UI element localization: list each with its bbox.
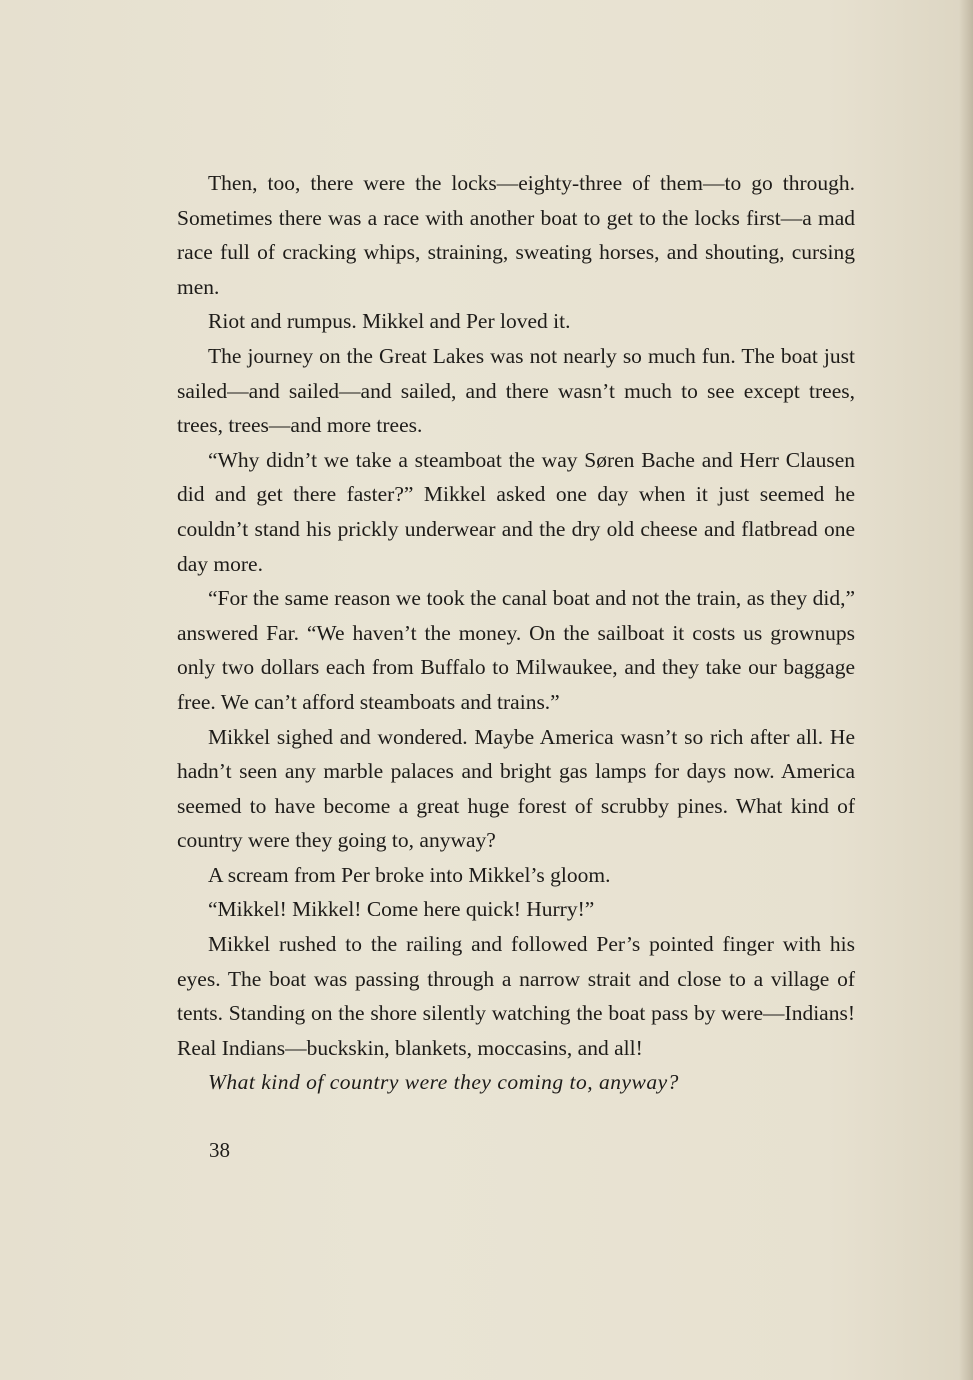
paragraph-great-lakes: The journey on the Great Lakes was not nearly so much fun. The boat just sailed—and sailed—and sailed, and there wasn’t much to see except trees, trees, trees—and more trees. xyxy=(177,343,855,438)
paragraph-riot: Riot and rumpus. Mikkel and Per loved it. xyxy=(208,309,571,334)
paragraph-far-answer: “For the same reason we took the canal boat and not the train, as they did,” answered Far. “We haven’t the money. On the sailboat it costs us grownups only two dollars each from Buffalo to Milwaukee, and they take our baggage free. We can’t afford steamboats and trains.” xyxy=(177,586,855,714)
paragraph-locks: Then, too, there were the locks—eighty-three of them—to go through. Sometimes there was a race with another boat to get to the locks first—a mad race full of cracking whips, straining, sweating horses, and shouting, cursing men. xyxy=(177,171,855,299)
body-text xyxy=(177,166,855,1100)
page-edge-shadow xyxy=(959,0,973,1380)
page-number: 38 xyxy=(209,1138,230,1162)
paragraph-indians: Mikkel rushed to the railing and followed Per’s pointed finger with his eyes. The boat was passing through a narrow strait and close to a village of tents. Standing on the shore silently watching the boat pass by were—Indians! Real Indians—buckskin, blankets, moccasins, and all! xyxy=(177,932,855,1060)
paragraph-mikkel-wondered: Mikkel sighed and wondered. Maybe America wasn’t so rich after all. He hadn’t seen any marble palaces and bright gas lamps for days now. America seemed to have become a great huge forest of scrubby pines. What kind of country were they going to, anyway? xyxy=(177,724,855,853)
paragraph-closing-italic: What kind of country were they coming to, anyway? xyxy=(208,1070,679,1095)
paragraph-scream: A scream from Per broke into Mikkel’s gloom. xyxy=(208,862,611,887)
paragraph-per-shout: “Mikkel! Mikkel! Come here quick! Hurry!” xyxy=(208,897,595,922)
paragraph-steamboat-question: “Why didn’t we take a steamboat the way Søren Bache and Herr Clausen did and get there faster?” Mikkel asked one day when it just seemed he couldn’t stand his prickly underwear and the dry old cheese and flatbread one day more. xyxy=(177,447,855,576)
